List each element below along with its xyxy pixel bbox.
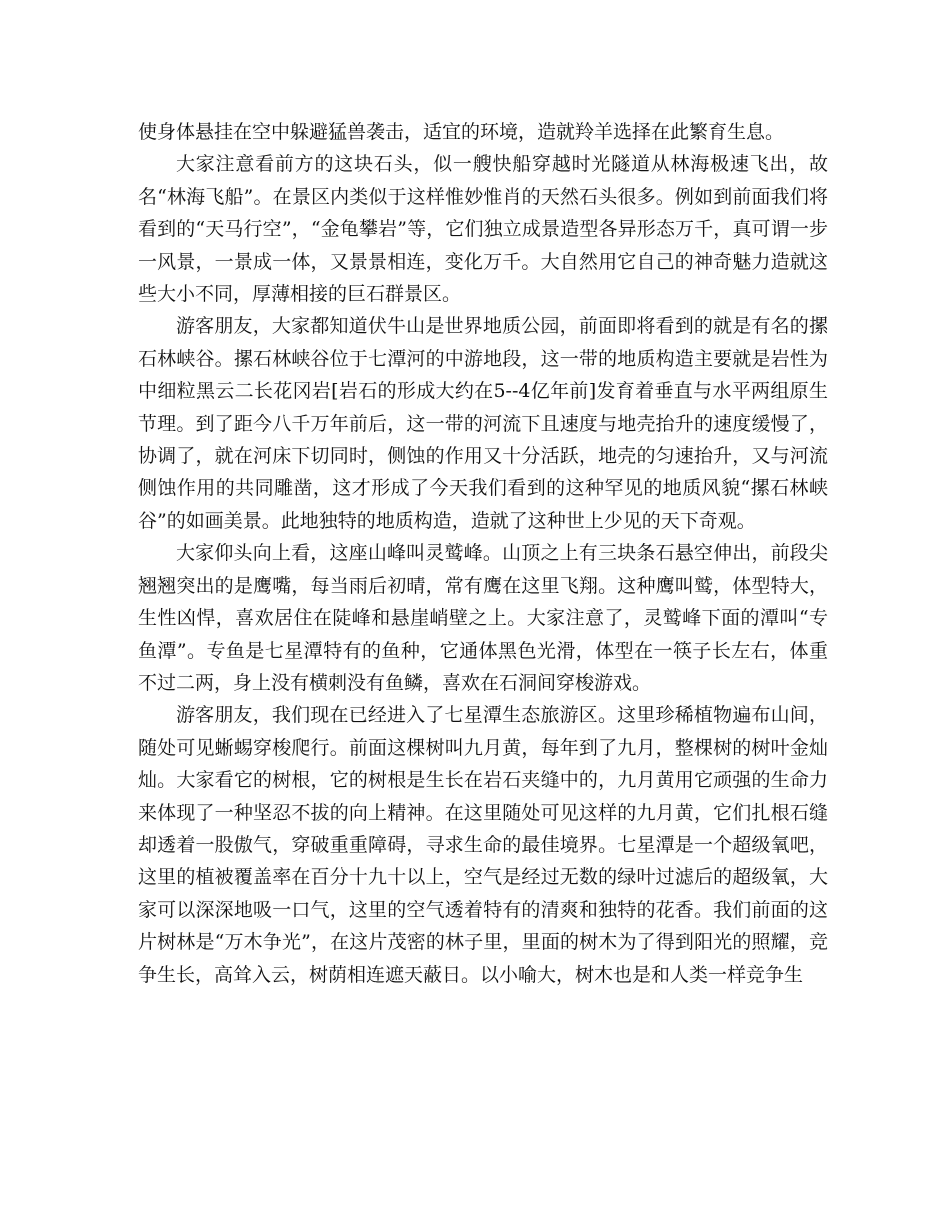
paragraph-qixingtan: 游客朋友，我们现在已经进入了七星潭生态旅游区。这里珍稀植物遍布山间，随处可见蜥蜴穿梭爬行。前面这棵树叫九月黄，每年到了九月，整棵树的树叶金灿灿。大家看它的树根，它的树根是生长在岩石夹缝中的，九月黄用它顽强的生命力来体现了一种坚忍不拔的向上精神。在这里随处可见这样的九月黄，它们扎根石缝却透着一股傲气，穿破重重障碍，寻求生命的最佳境界。七星潭是一个超级氧吧，这里的植被覆盖率在百分十九十以上，空气是经过无数的绿叶过滤后的超级氧，大家可以深深地吸一口气，这里的空气透着特有的清爽和独特的花香。我们前面的这片树林是“万木争光”，在这片茂密的林子里，里面的树木为了得到阳光的照耀，竞争生长，高耸入云，树荫相连遮天蔽日。以小喻大，树木也是和人类一样竞争生: [138, 704, 828, 986]
paragraph-luoshilin-canyon: 游客朋友，大家都知道伏牛山是世界地质公园，前面即将看到的就是有名的摞石林峡谷。摞石林峡谷位于七潭河的中游地段，这一带的地质构造主要就是岩性为中细粒黑云二长花冈岩[岩石的形成大约在5--4亿年前]发育着垂直与水平两组原生节理。到了距今八千万年前后，这一带的河流下且速度与地壳抬升的速度缓慢了，协调了，就在河床下切同时，侧蚀的作用又十分活跃，地壳的匀速抬升，又与河流侧蚀作用的共同雕凿，这才形成了今天我们看到的这种罕见的地质风貌“摞石林峡谷”的如画美景。此地独特的地质构造，造就了这种世上少见的天下奇观。: [138, 315, 828, 532]
paragraph-lingjiu-peak: 大家仰头向上看，这座山峰叫灵鹫峰。山顶之上有三块条石悬空伸出，前段尖翘翘突出的是鹰嘴，每当雨后初晴，常有鹰在这里飞翔。这种鹰叫鹫，体型特大，生性凶悍，喜欢居住在陡峰和悬崖峭壁之上。大家注意了，灵鹫峰下面的潭叫“专鱼潭”。专鱼是七星潭特有的鱼种，它通体黑色光滑，体型在一筷子长左右，体重不过二两，身上没有横刺没有鱼鳞，喜欢在石洞间穿梭游戏。: [138, 542, 828, 694]
paragraph-linhai-feichuan: 大家注意看前方的这块石头，似一艘快船穿越时光隧道从林海极速飞出，故名“林海飞船”。在景区内类似于这样惟妙惟肖的天然石头很多。例如到前面我们将看到的“天马行空”，“金龟攀岩”等，它们独立成景造型各异形态万千，真可谓一步一风景，一景成一体，又景景相连，变化万千。大自然用它自己的神奇魅力造就这些大小不同，厚薄相接的巨石群景区。: [138, 153, 828, 306]
paragraph-continued: 使身体悬挂在空中躲避猛兽袭击，适宜的环境，造就羚羊选择在此繁育生息。: [138, 121, 785, 143]
document-page: [138, 116, 828, 991]
